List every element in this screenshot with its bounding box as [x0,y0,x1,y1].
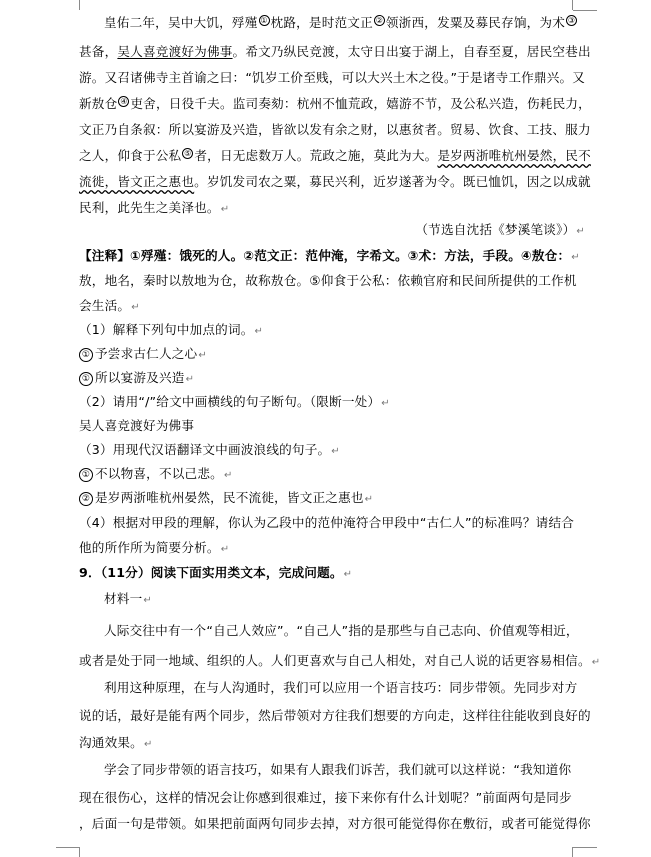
note-marker: ④ [120,97,128,106]
passage-line: 甚备，吴人喜竞渡好为佛事。希文乃纵民竞渡，太守日出宴于湖上，自春至夏，居民空巷出 [79,44,591,59]
note-marker: ② [375,16,384,25]
material-line: 沟通效果。↵ [79,735,153,750]
wavy-underlined-sentence: 流徙，皆文正之惠也 [79,174,195,189]
passage-line: 流徙，皆文正之惠也。岁饥发司农之粟，募民兴利，近岁遂著为令。既已恤饥，因之以成就 [79,174,591,189]
material-line: 说的话，最好是能有两个同步，然后带领对方往我们想要的方向走，这样往往能收到良好的 [79,708,591,723]
passage-line: 新敖仓 ④ 吏舍，日役千夫。监司奏劾：杭州不恤荒政，嬉游不节，及公私兴造，伤耗民力， [79,96,591,111]
note-marker: ① [260,16,268,25]
passage-line: 文正乃自条叙：所以宴游及兴造，皆欲以发有余之财，以惠贫者。贸易、饮食、工技、服力 [79,122,591,137]
material-line: 或者是处于同一地域、组织的人。人们更喜欢与自己人相处，对自己人说的话更容易相信。↵ [79,653,601,668]
passage-line: 皇佑二年，吴中大饥，殍殣 ① 枕路，是时范文正 ② 领浙西，发粟及募民存饷，为术 ③ [104,15,576,30]
crop-mark-top-left-v [79,0,80,10]
passage-line: 游。又召诸佛寺主首谕之曰：“饥岁工价至贱，可以大兴土木之役。”于是诸寺工作鼎兴。又 [79,70,586,85]
question-3-item: ① 不以物喜，不以己悲。↵ [79,463,233,482]
crop-mark-top-right-h [573,10,597,11]
note-marker: ⑤ [184,149,192,158]
question-3: （3）用现代汉语翻译文中画波浪线的句子。↵ [79,442,340,457]
crop-mark-bottom-right-h [573,847,597,848]
question-4: 他的所作所为简要分析。↵ [79,540,230,555]
note-line: 敖，地名，秦时以敖地为仓，故称敖仓。⑤仰食于公私：依赖官府和民间所提供的工作机 [79,273,577,288]
material-line: 现在很伤心，这样的情况会让你感到很难过，接下来你有什么计划呢？”前面两句是同步 [79,790,572,805]
question-3-item: ② 是岁两浙唯杭州晏然，民不流徙，皆文正之惠也↵ [79,487,373,506]
crop-mark-bottom-right-v [572,847,573,857]
question-4: （4）根据对甲段的理解，你认为乙段中的范仲淹符合甲段中“古仁人”的标准吗？请结合 [79,515,575,530]
question-1-item: ① 予尝求古仁人之心↵ [79,343,207,362]
passage-line: 之人，仰食于公私 ⑤ 者，日无虑数万人。荒政之施，莫此为大。是岁两浙唯杭州晏然，民不 [79,148,591,163]
question-9-title: 9．（11分）阅读下面实用类文本，完成问题。↵ [79,565,353,580]
crop-mark-top-right-v [572,0,573,10]
material-line: 学会了同步带领的语言技巧，如果有人跟我们诉苦，我们就可以这样说：“我知道你 [104,762,572,777]
material-line: 利用这种原理，在与人沟通时，我们可以应用一个语言技巧：同步带领。先同步对方 [104,680,578,695]
note-marker: ③ [567,16,576,25]
material-heading: 材料一↵ [104,591,152,606]
question-1-item: ① 所以宴游及兴造↵ [79,367,194,386]
note-line: 【注释】①殍殣：饿死的人。②范文正：范仲淹，字希文。③术：方法，手段。④敖仓：↵ [79,248,580,263]
question-1: （1）解释下列句中加点的词。↵ [79,322,264,337]
crop-mark-bottom-left-v [79,847,80,857]
material-line: 人际交往中有一个“自己人效应”。“自己人”指的是那些与自己志向、价值观等相近， [104,623,579,638]
passage-line: 民利，此先生之美泽也。↵ [79,200,230,215]
underlined-sentence: 吴人喜竞渡好为佛事 [117,44,233,59]
crop-mark-bottom-left-h [56,847,79,848]
material-line: ，后面一句是带领。如果把前面两句同步去掉，对方很可能觉得你在敷衍，或者可能觉得你 [79,816,591,831]
question-2: （2）请用“/”给文中画横线的句子断句。（限断一处）↵ [79,394,390,409]
note-line: 会生活。↵ [79,298,140,313]
question-2-item: 吴人喜竞渡好为佛事 [79,418,195,433]
source-citation: （节选自沈括《梦溪笔谈》）↵ [415,222,585,237]
wavy-underlined-sentence: 是岁两浙唯杭州晏然，民不 [437,148,591,163]
